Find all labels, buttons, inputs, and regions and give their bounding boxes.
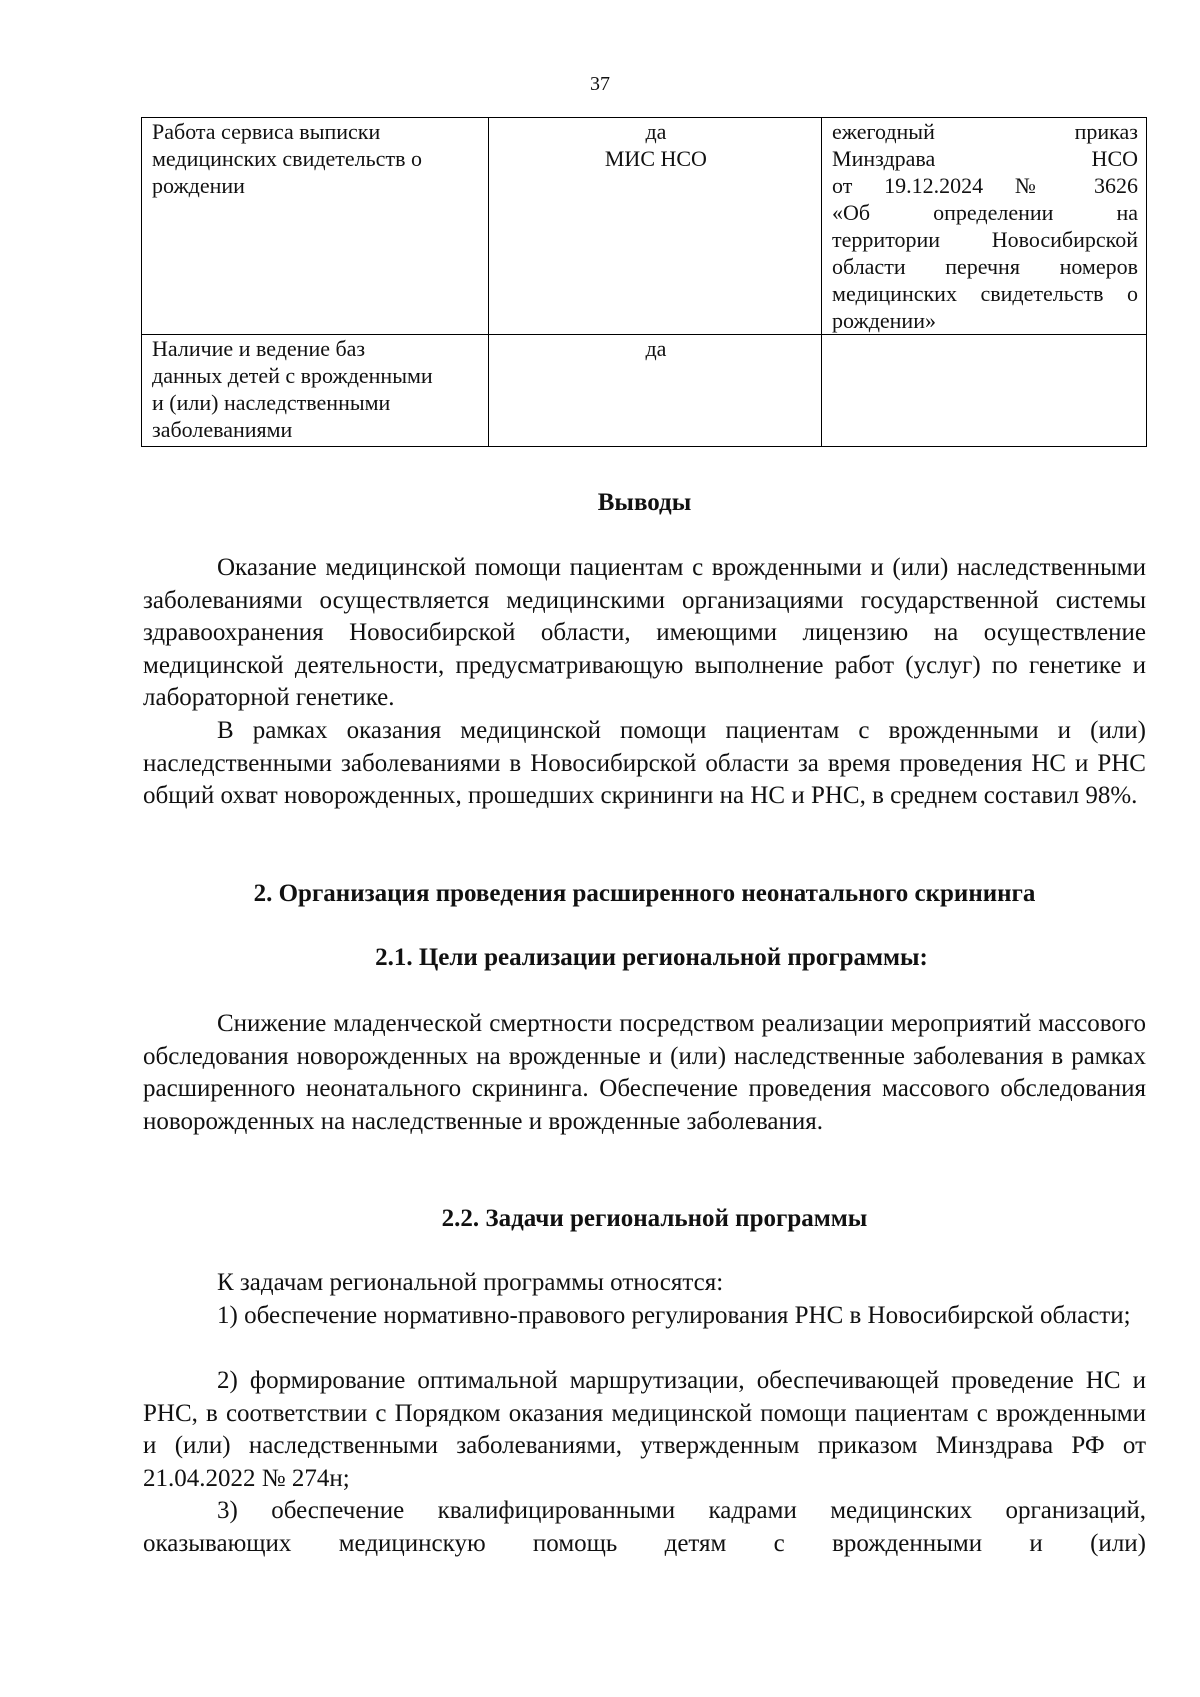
cell-line: медицинских свидетельств о: [832, 281, 1138, 306]
cell-line: данных детей с врожденными: [152, 363, 433, 388]
conclusions-paragraph: Оказание медицинской помощи пациентам с врожденными и (или) наследственными заболеваниями осуществляется медицинскими организациями государственной системы здравоохранения Новосибирской области, имеющими лицензию на осуществление медицинской деятельности, предусматривающую выполнение работ (услуг) по генетике и лабораторной генетике.: [143, 554, 1146, 711]
cell-line: Наличие и ведение баз: [152, 336, 366, 361]
cell-line: и (или) наследственными: [152, 390, 391, 415]
cell-line: территории Новосибирской: [832, 227, 1138, 252]
table-row: [142, 118, 1147, 335]
cell-line: МИС НСО: [604, 146, 707, 171]
subsection-heading: 2.2. Задачи региональной программы: [441, 1205, 868, 1232]
requirements-table: [141, 117, 1147, 447]
cell-line: заболеваниями: [152, 417, 293, 442]
cell-line: Работа сервиса выписки: [152, 119, 381, 144]
cell-line: от 19.12.2024 № 3626: [832, 173, 1138, 198]
table-cell: [142, 118, 489, 335]
conclusions-paragraph: В рамках оказания медицинской помощи пациентам с врожденными и (или) наследственными заболеваниями в Новосибирской области за время проведения НС и РНС общий охват новорожденных, прошедших скрининги на НС и РНС, в среднем составил 98%.: [143, 717, 1146, 809]
conclusions-heading: Выводы: [597, 489, 692, 516]
cell-line: медицинских свидетельств о: [152, 146, 422, 171]
subsection-heading: 2.1. Цели реализации региональной программы:: [375, 944, 928, 971]
section-heading: 2. Организация проведения расширенного неонатального скрининга: [253, 880, 1036, 907]
cell-line: да: [645, 336, 667, 361]
cell-line: рождении: [152, 173, 245, 198]
cell-line: области перечня номеров: [832, 254, 1138, 279]
table-cell: [488, 335, 821, 447]
table-row: [142, 335, 1147, 447]
cell-line: Минздрава НСО: [832, 146, 1138, 171]
task-item: 1) обеспечение нормативно-правового регулирования РНС в Новосибирской области;: [217, 1302, 1131, 1329]
task-item: 3) обеспечение квалифицированными кадрами медицинских организаций, оказывающих медицинскую помощь детям с врожденными и (или): [143, 1497, 1146, 1557]
page-number: 37: [590, 73, 610, 95]
table-cell-empty: [822, 335, 1147, 447]
table-cell: [488, 118, 821, 335]
goals-paragraph: Снижение младенческой смертности посредством реализации мероприятий массового обследования новорожденных на врожденные и (или) наследственные заболевания в рамках расширенного неонатального скрининга. Обеспечение проведения массового обследования новорожденных на наследственные и врожденные заболевания.: [143, 1010, 1146, 1135]
cell-line: рождении»: [832, 308, 936, 333]
tasks-intro: К задачам региональной программы относятся:: [217, 1269, 724, 1296]
task-item: 2) формирование оптимальной маршрутизации, обеспечивающей проведение НС и РНС, в соответствии с Порядком оказания медицинской помощи пациентам с врожденными и (или) наследственными заболеваниями, утвержденным приказом Минздрава РФ от 21.04.2022 № 274н;: [143, 1367, 1146, 1492]
cell-line: да: [645, 119, 667, 144]
cell-line: «Об определении на: [832, 200, 1138, 225]
table-cell: [822, 118, 1147, 335]
cell-line: ежегодный приказ: [832, 119, 1138, 144]
table-cell: [142, 335, 489, 447]
